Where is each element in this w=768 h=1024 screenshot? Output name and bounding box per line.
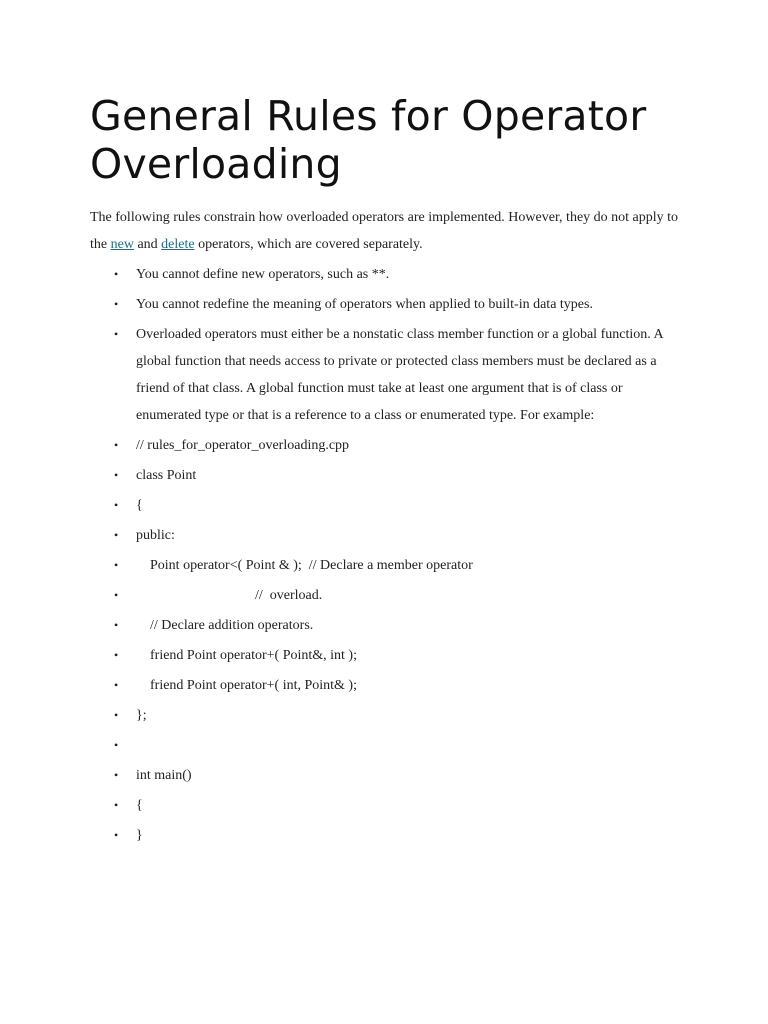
intro-paragraph <box>90 204 690 258</box>
code-line-item <box>90 642 690 669</box>
rule-text: You cannot redefine the meaning of operators when applied to built-in data types. <box>136 297 593 312</box>
bullet-icon: • <box>114 828 119 842</box>
code-line-item <box>90 522 690 549</box>
intro-text-and: and <box>133 237 162 252</box>
bullet-icon: • <box>114 297 119 311</box>
code-line-item <box>90 732 690 759</box>
code-line: // overload. <box>136 588 323 603</box>
code-line: }; <box>136 708 147 723</box>
code-line: // Declare addition operators. <box>136 618 314 633</box>
bullet-icon: • <box>114 558 119 572</box>
list-item <box>90 261 690 288</box>
bullet-icon: • <box>114 708 119 722</box>
document-page <box>90 92 690 852</box>
bullet-icon: • <box>114 738 119 752</box>
list-item <box>90 291 690 318</box>
code-line: class Point <box>136 468 197 483</box>
code-line: } <box>136 828 143 843</box>
intro-text-before: The following rules constrain how overloaded operators are implemented. However, they do not apply to the <box>90 210 679 252</box>
bullet-icon: • <box>114 798 119 812</box>
code-line-item <box>90 462 690 489</box>
code-line: Point operator<( Point & ); // Declare a member operator <box>136 558 473 573</box>
code-line: int main() <box>136 768 192 783</box>
bullet-icon: • <box>114 498 119 512</box>
code-line-item <box>90 582 690 609</box>
bullet-icon: • <box>114 618 119 632</box>
rule-text: You cannot define new operators, such as **. <box>136 267 390 282</box>
link-new[interactable]: new <box>110 237 134 252</box>
bullet-icon: • <box>114 768 119 782</box>
bullet-icon: • <box>114 267 119 281</box>
code-line-item <box>90 792 690 819</box>
code-line: // rules_for_operator_overloading.cpp <box>136 438 350 453</box>
code-line-item <box>90 492 690 519</box>
code-line: public: <box>136 528 175 543</box>
code-line: friend Point operator+( int, Point& ); <box>136 678 357 693</box>
code-line-item <box>90 552 690 579</box>
bullet-icon: • <box>114 468 119 482</box>
code-line: { <box>136 498 143 513</box>
intro-text-after: operators, which are covered separately. <box>194 237 423 252</box>
bullet-icon: • <box>114 648 119 662</box>
bullet-icon: • <box>114 528 119 542</box>
code-line-item <box>90 612 690 639</box>
list-item <box>90 321 690 429</box>
code-line-item <box>90 432 690 459</box>
code-line-item <box>90 702 690 729</box>
code-line-item <box>90 672 690 699</box>
code-line-item <box>90 762 690 789</box>
page-title: General Rules for Operator Overloading <box>90 92 647 188</box>
bullet-icon: • <box>114 327 119 341</box>
bullet-icon: • <box>114 438 119 452</box>
rules-list <box>90 261 690 849</box>
rule-text: Overloaded operators must either be a nonstatic class member function or a global function. A global function that needs access to private or protected class members must be declared as a friend of that class. A global function must take at least one argument that is of class or enumerated type or that is a reference to a class or enumerated type. For example: <box>136 327 667 423</box>
code-line-item <box>90 822 690 849</box>
bullet-icon: • <box>114 678 119 692</box>
code-line: friend Point operator+( Point&, int ); <box>136 648 357 663</box>
bullet-icon: • <box>114 588 119 602</box>
link-delete[interactable]: delete <box>161 237 195 252</box>
code-line: { <box>136 798 143 813</box>
